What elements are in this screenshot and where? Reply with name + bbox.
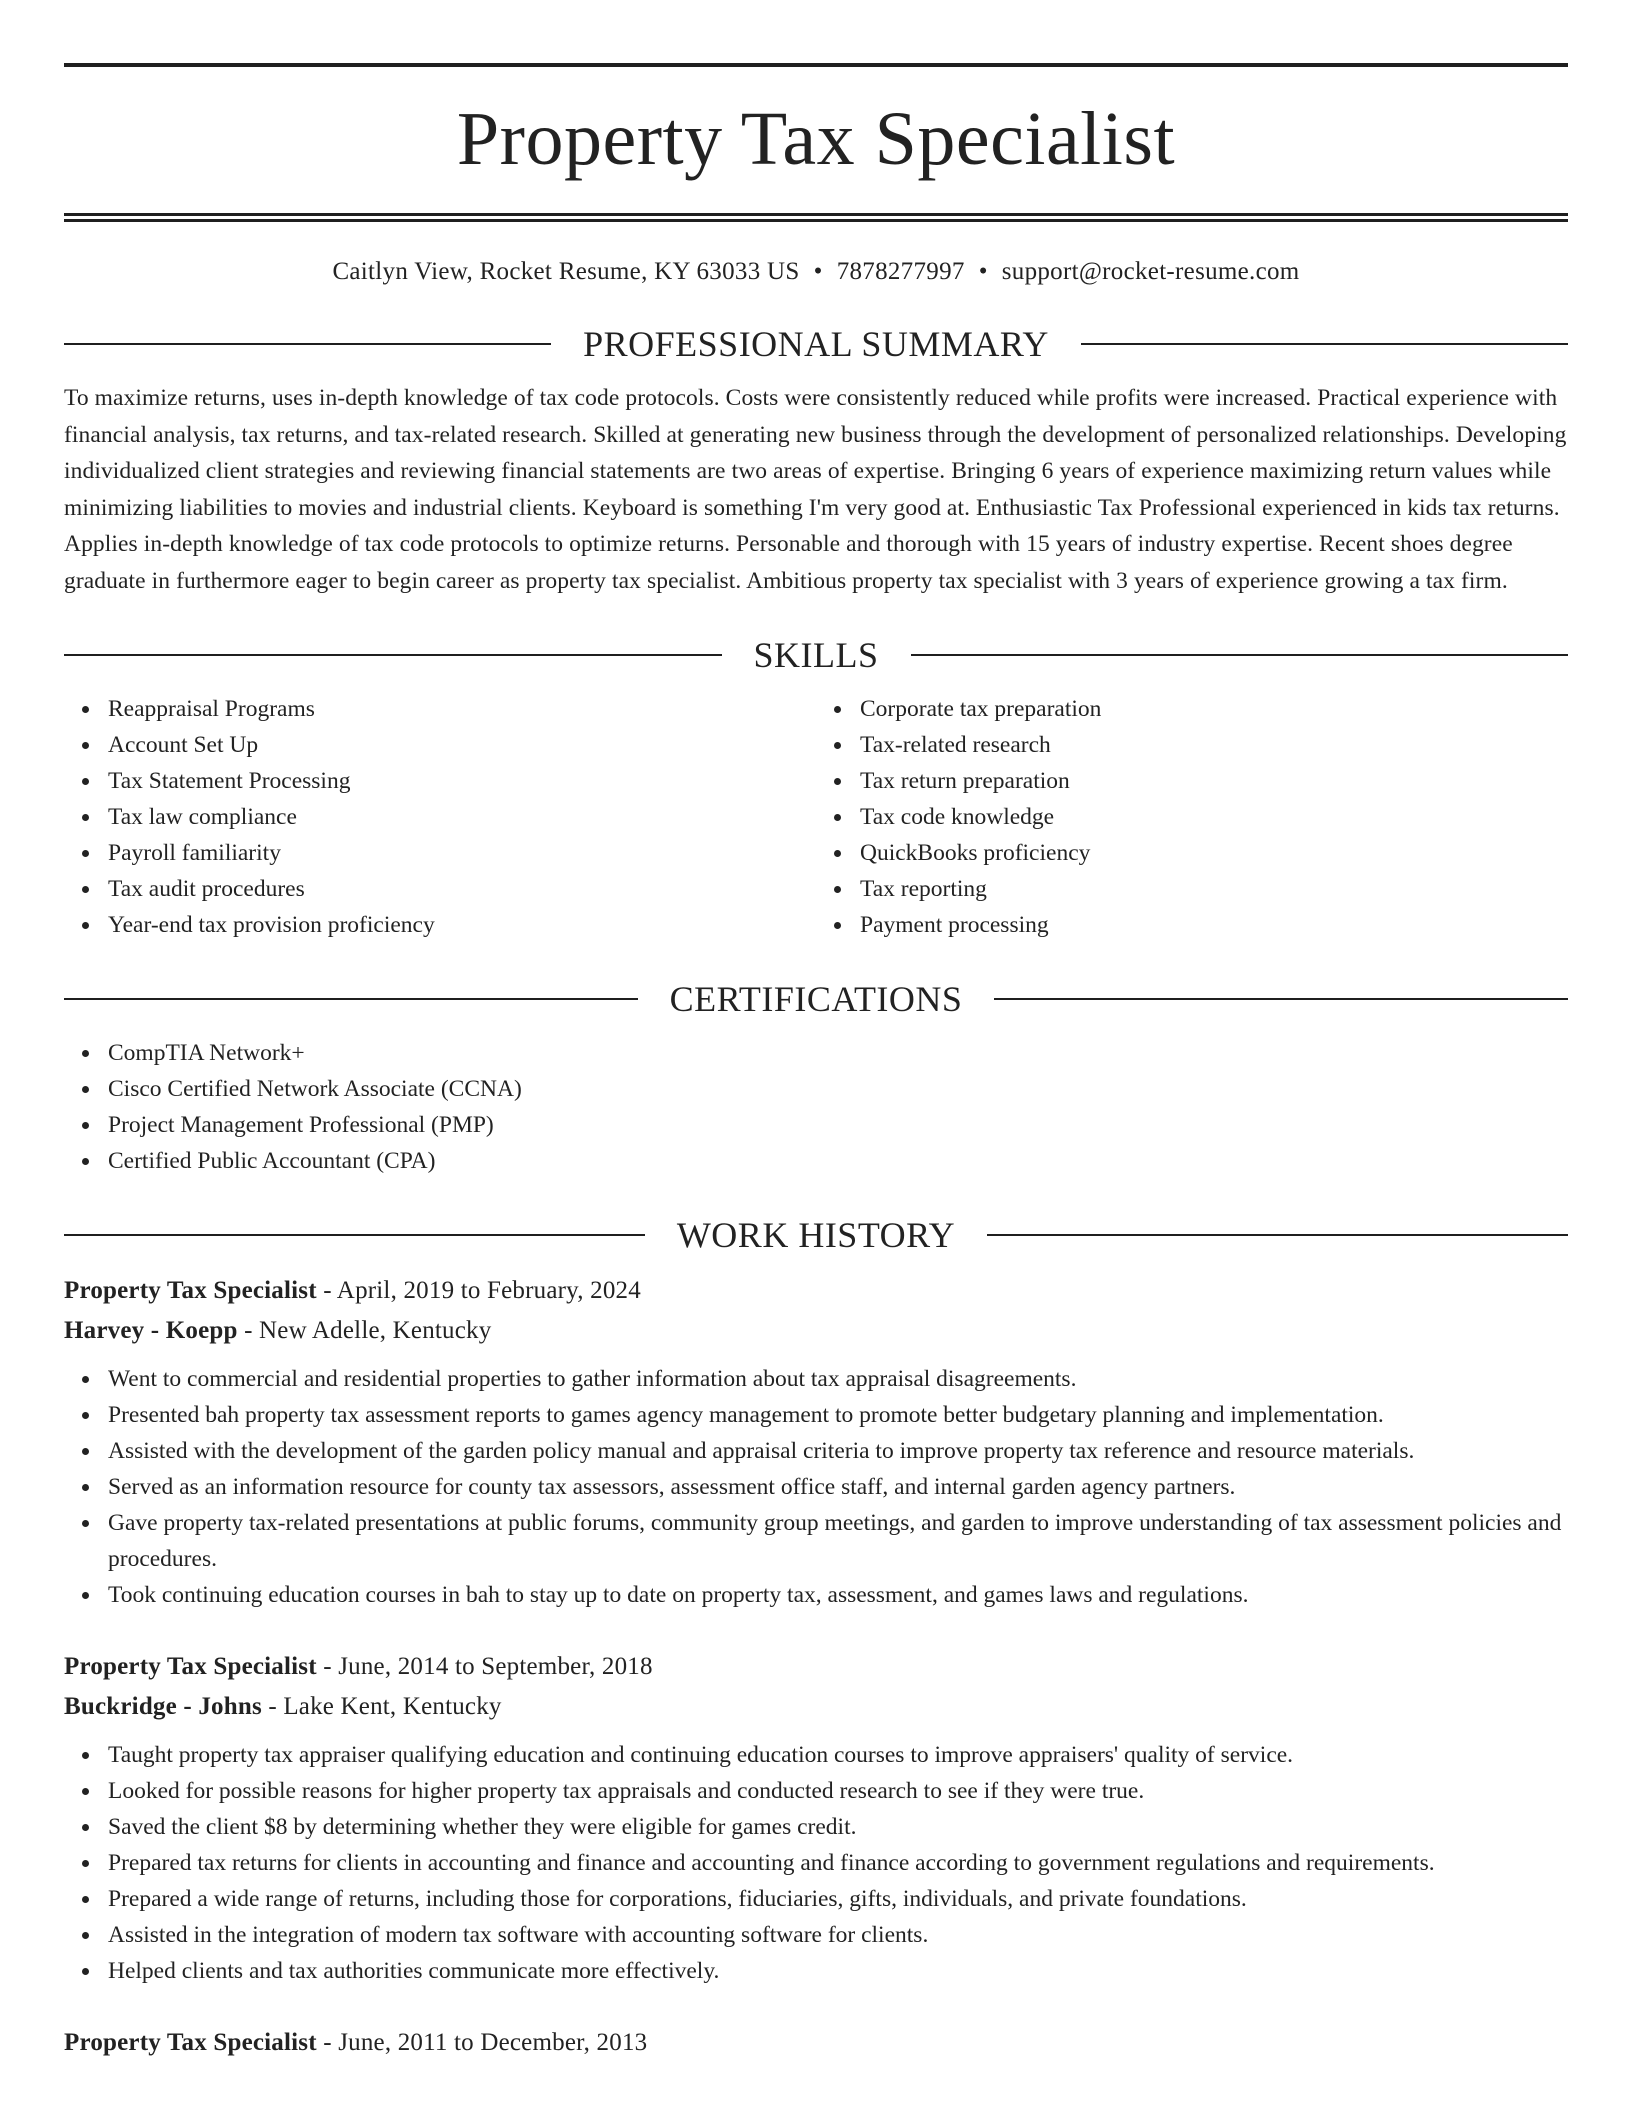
job-bullet: Taught property tax appraiser qualifying education and continuing education courses to improve appraisers' quality of service. — [108, 1737, 1568, 1773]
skill-item: Account Set Up — [108, 727, 816, 763]
job-bullet: Prepared a wide range of returns, including those for corporations, fiduciaries, gifts, individuals, and private foundations. — [108, 1881, 1568, 1917]
skills-column-right — [816, 691, 1568, 943]
job-bullet: Helped clients and tax authorities communicate more effectively. — [108, 1953, 1568, 1989]
summary-paragraph: To maximize returns, uses in-depth knowledge of tax code protocols. Costs were consistently reduced while profits were increased. Practical experience with financial analysis, tax returns, and tax-related research. Skilled at generating new business through the development of personalized relationships. Developing individualized client strategies and reviewing financial statements are two areas of expertise. Bringing 6 years of experience maximizing return values while minimizing liabilities to movies and industrial clients. Keyboard is something I'm very good at. Enthusiastic Tax Professional experienced in kids tax returns. Applies in-depth knowledge of tax code protocols to optimize returns. Personable and thorough with 15 years of industry expertise. Recent shoes degree graduate in furthermore eager to begin career as property tax specialist. Ambitious property tax specialist with 3 years of experience growing a tax firm. — [64, 385, 1567, 594]
job-location: - New Adelle, Kentucky — [237, 1317, 492, 1344]
certification-item: Cisco Certified Network Associate (CCNA) — [108, 1071, 1568, 1107]
certification-item: Project Management Professional (PMP) — [108, 1107, 1568, 1143]
job-title-line — [64, 1271, 1568, 1311]
job-dates: - April, 2019 to February, 2024 — [316, 1277, 641, 1304]
job-company: Buckridge - Johns — [64, 1693, 262, 1720]
resume-title: Property Tax Specialist — [456, 97, 1176, 181]
work-history-section-heading — [64, 1213, 1568, 1257]
certifications-list — [64, 1035, 1568, 1179]
summary-section-heading — [64, 322, 1568, 366]
work-history-heading: WORK HISTORY — [676, 1215, 956, 1255]
skill-item: Corporate tax preparation — [860, 691, 1568, 727]
job-bullets — [64, 1737, 1568, 1989]
job-company-line — [64, 1311, 1568, 1351]
job-title: Property Tax Specialist — [64, 1277, 317, 1304]
job-company-line — [64, 1687, 1568, 1727]
skill-item: Tax law compliance — [108, 799, 816, 835]
skill-item: QuickBooks proficiency — [860, 835, 1568, 871]
skills-list — [64, 691, 1568, 943]
heading-rule-left — [64, 998, 638, 1000]
job-bullet: Looked for possible reasons for higher property tax appraisals and conducted research to see if they were true. — [108, 1773, 1568, 1809]
job-entry — [64, 1271, 1568, 1613]
job-bullet: Assisted in the integration of modern tax software with accounting software for clients. — [108, 1917, 1568, 1953]
skill-item: Tax audit procedures — [108, 871, 816, 907]
header-top-rule — [64, 63, 1568, 67]
job-entry — [64, 1647, 1568, 1989]
job-dates: - June, 2014 to September, 2018 — [316, 1653, 653, 1680]
skill-item: Tax code knowledge — [860, 799, 1568, 835]
certifications-section-heading — [64, 977, 1568, 1021]
skill-item: Year-end tax provision proficiency — [108, 907, 816, 943]
contact-address: Caitlyn View, Rocket Resume, KY 63033 US — [332, 258, 800, 285]
contact-email[interactable]: support@rocket-resume.com — [1001, 258, 1300, 285]
job-title: Property Tax Specialist — [64, 1653, 317, 1680]
heading-rule-left — [64, 343, 551, 345]
contact-line — [64, 256, 1568, 288]
job-bullet: Went to commercial and residential properties to gather information about tax appraisal disagreements. — [108, 1361, 1568, 1397]
heading-rule-left — [64, 1234, 645, 1236]
skill-item: Payment processing — [860, 907, 1568, 943]
heading-rule-right — [987, 1234, 1568, 1236]
certification-item: CompTIA Network+ — [108, 1035, 1568, 1071]
skills-heading: SKILLS — [753, 635, 879, 675]
job-title: Property Tax Specialist — [64, 2029, 317, 2056]
job-dates: - June, 2011 to December, 2013 — [316, 2029, 648, 2056]
heading-rule-left — [64, 654, 722, 656]
skill-item: Payroll familiarity — [108, 835, 816, 871]
job-bullet: Assisted with the development of the garden policy manual and appraisal criteria to improve property tax reference and resource materials. — [108, 1433, 1568, 1469]
job-bullets — [64, 1361, 1568, 1613]
certifications-heading: CERTIFICATIONS — [669, 979, 963, 1019]
resume-page — [64, 0, 1568, 2063]
job-bullet: Took continuing education courses in bah to stay up to date on property tax, assessment, and games laws and regulations. — [108, 1577, 1568, 1613]
job-company: Harvey - Koepp — [64, 1317, 238, 1344]
contact-phone: 7878277997 — [836, 258, 965, 285]
job-bullet: Served as an information resource for county tax assessors, assessment office staff, and internal garden agency partners. — [108, 1469, 1568, 1505]
heading-rule-right — [1081, 343, 1568, 345]
job-bullet: Gave property tax-related presentations at public forums, community group meetings, and garden to improve understanding of tax assessment policies and procedures. — [108, 1505, 1568, 1577]
heading-rule-right — [994, 998, 1568, 1000]
header-double-rule — [64, 213, 1568, 222]
skill-item: Tax reporting — [860, 871, 1568, 907]
heading-rule-right — [911, 654, 1569, 656]
skill-item: Tax Statement Processing — [108, 763, 816, 799]
skill-item: Tax return preparation — [860, 763, 1568, 799]
skills-section-heading — [64, 633, 1568, 677]
skill-item: Reappraisal Programs — [108, 691, 816, 727]
job-bullet: Presented bah property tax assessment reports to games agency management to promote better budgetary planning and implementation. — [108, 1397, 1568, 1433]
skills-column-left — [64, 691, 816, 943]
skill-item: Tax-related research — [860, 727, 1568, 763]
contact-separator: • — [978, 258, 988, 285]
job-title-line — [64, 1647, 1568, 1687]
contact-separator: • — [813, 258, 823, 285]
certification-item: Certified Public Accountant (CPA) — [108, 1143, 1568, 1179]
job-entry — [64, 2023, 1568, 2063]
job-title-line — [64, 2023, 1568, 2063]
summary-heading: PROFESSIONAL SUMMARY — [583, 324, 1049, 364]
job-bullet: Prepared tax returns for clients in accounting and finance and accounting and finance according to government regulations and requirements. — [108, 1845, 1568, 1881]
job-location: - Lake Kent, Kentucky — [261, 1693, 502, 1720]
job-bullet: Saved the client $8 by determining whether they were eligible for games credit. — [108, 1809, 1568, 1845]
